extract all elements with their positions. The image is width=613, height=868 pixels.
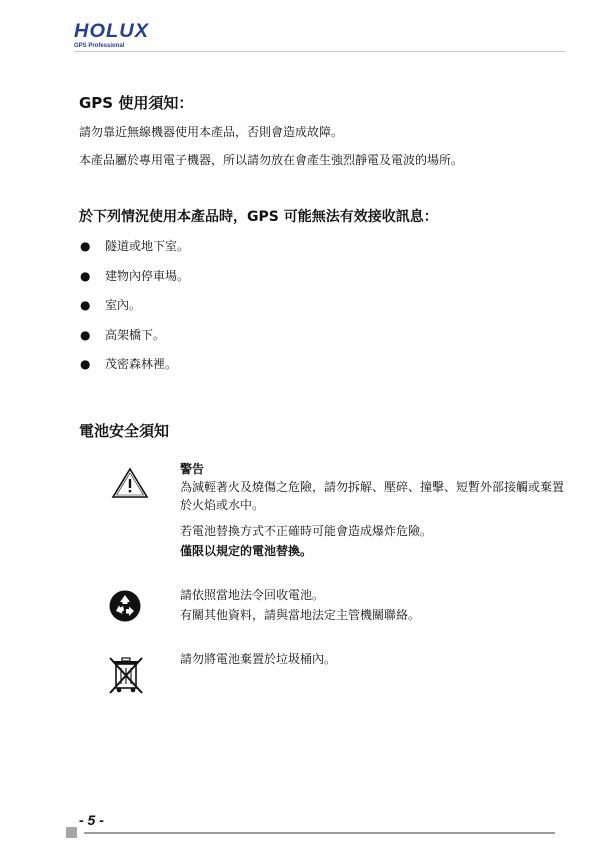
reception-list <box>79 238 189 386</box>
list-item <box>79 238 189 268</box>
recycle-text-2: 有關其他資料，請與當地法定主管機關聯絡。 <box>180 608 421 622</box>
warning-triangle-icon <box>111 467 149 503</box>
bullet-icon: ● <box>80 239 91 253</box>
logo-brand: HOLUX <box>74 21 150 42</box>
page-number: - 5 - <box>79 812 104 828</box>
list-item-text: 室內。 <box>105 298 142 312</box>
list-item-text: 茂密森林裡。 <box>105 357 178 371</box>
gps-notice-heading: GPS 使用須知： <box>79 94 194 112</box>
list-item <box>79 356 189 386</box>
list-item <box>79 327 189 357</box>
crossed-bin-icon <box>107 655 145 699</box>
warning-text-1: 為減輕著火及燒傷之危險，請勿拆解、壓碎、撞擊、短暫外部接觸或棄置於火焰或水中。 <box>180 480 565 512</box>
warning-text-2: 若電池替換方式不正確時可能會造成爆炸危險。 <box>180 524 433 538</box>
footer-marker <box>66 827 77 838</box>
warning-text-bold: 僅限以規定的電池替換。 <box>180 544 313 558</box>
recycle-text-1: 請依照當地法令回收電池。 <box>180 588 325 602</box>
list-item-text: 建物內停車場。 <box>105 268 190 283</box>
bullet-icon: ● <box>80 268 91 283</box>
header-divider <box>74 51 565 52</box>
list-item-text: 隧道或地下室。 <box>105 239 190 253</box>
holux-logo <box>74 21 150 50</box>
battery-safety-heading: 電池安全須知 <box>79 422 170 440</box>
gps-notice-line-1: 請勿靠近無線機器使用本產品，否則會造成故障。 <box>79 125 344 139</box>
gps-notice-line-2: 本產品屬於專用電子機器，所以請勿放在會產生強烈靜電及電波的場所。 <box>79 153 464 167</box>
bullet-icon: ● <box>80 357 91 371</box>
footer-divider <box>84 832 555 834</box>
disposal-text: 請勿將電池棄置於垃圾桶內。 <box>180 652 337 666</box>
list-item <box>79 297 189 327</box>
reception-heading: 於下列情況使用本產品時，GPS 可能無法有效接收訊息： <box>79 209 438 225</box>
bullet-icon: ● <box>80 327 91 342</box>
list-item <box>79 268 189 298</box>
logo-tagline: GPS Professional <box>74 43 125 49</box>
list-item-text: 高架橋下。 <box>105 327 166 342</box>
warning-title: 警告 <box>180 462 205 476</box>
bullet-icon: ● <box>80 298 91 312</box>
recycle-icon <box>108 589 142 627</box>
